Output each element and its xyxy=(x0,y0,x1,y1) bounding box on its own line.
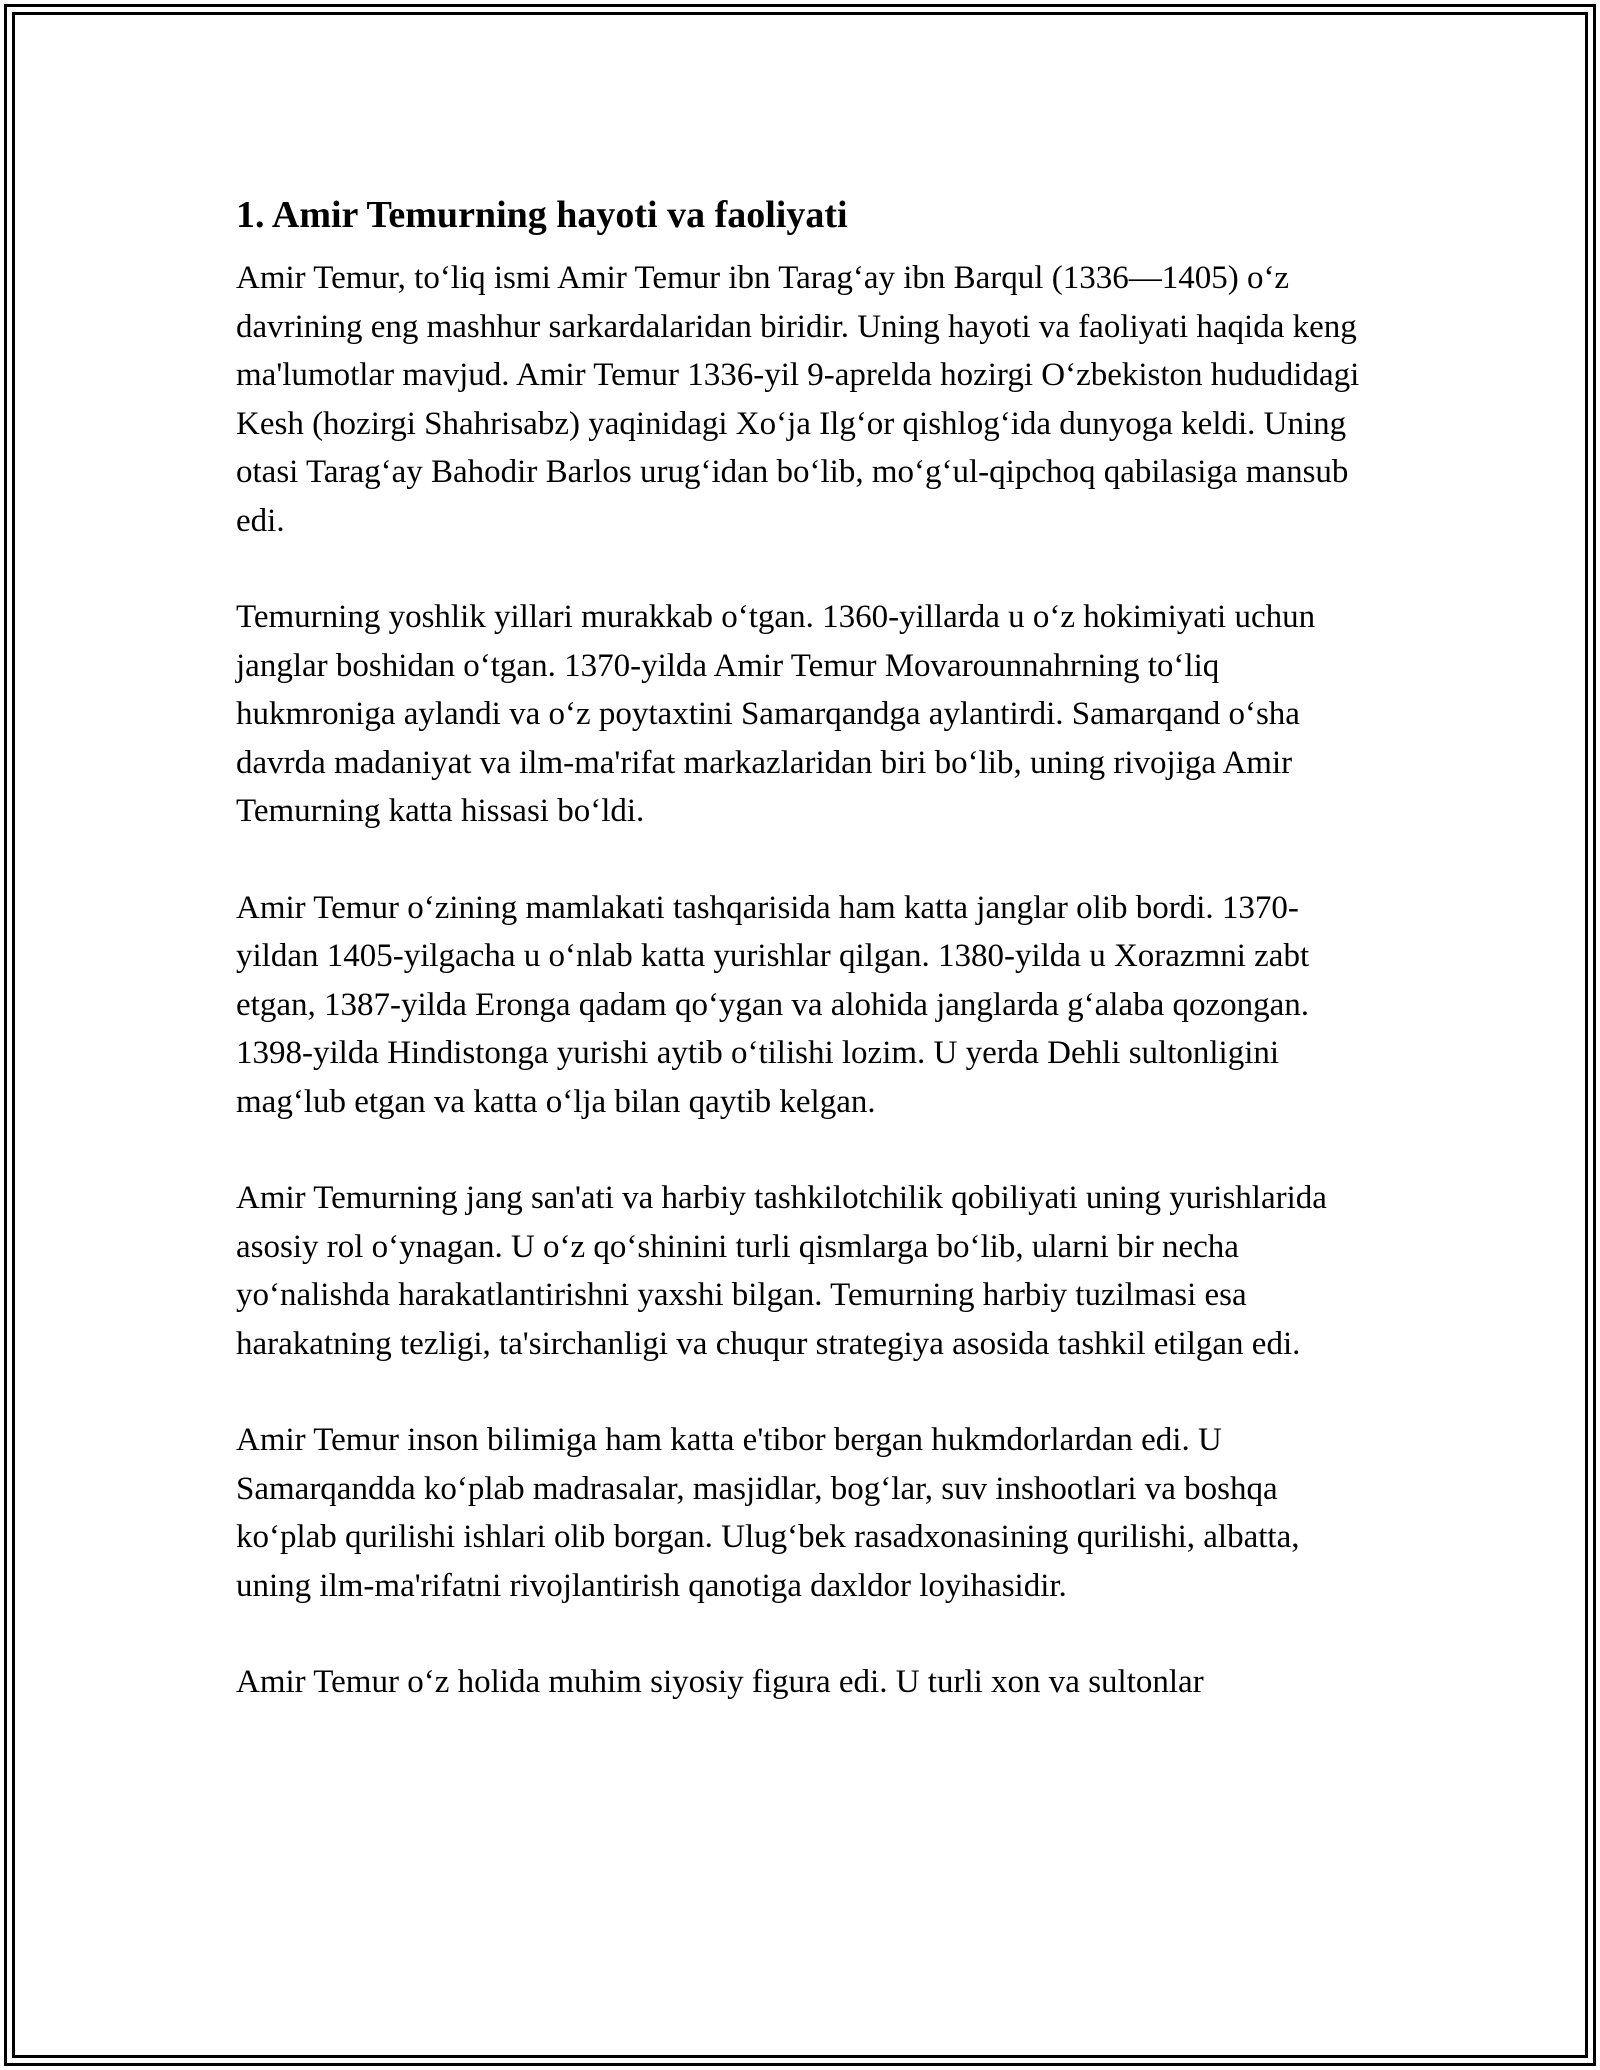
paragraph-campaigns: Amir Temur o‘zining mamlakati tashqarisida ham katta janglar olib bordi. 1370-yildan 1405-yilgacha u o‘nlab katta yurishlar qilgan. 1380-yilda u Xorazmni zabt etgan, 1387-yilda Eronga qadam qo‘ygan va alohida janglarda g‘alaba qozongan. 1398-yilda Hindistonga yurishi aytib o‘tilishi lozim. U yerda Dehli sultonligini mag‘lub etgan va katta o‘lja bilan qaytib kelgan. xyxy=(236,889,1310,1120)
document-body xyxy=(236,190,1366,1755)
paragraph-military-art: Amir Temurning jang san'ati va harbiy tashkilotchilik qobiliyati uning yurishlarida asosiy rol o‘ynagan. U o‘z qo‘shinini turli qismlarga bo‘lib, ularni bir necha yo‘nalishda harakatlantirishni yaxshi bilgan. Temurning harbiy tuzilmasi esa harakatning tezligi, ta'sirchanligi va chuqur strategiya asosida tashkil etilgan edi. xyxy=(236,1180,1327,1362)
section-heading: 1. Amir Temurning hayoti va faoliyati xyxy=(236,194,848,236)
paragraph-construction: Amir Temur inson bilimiga ham katta e'tibor bergan hukmdorlardan edi. U Samarqandda ko‘plab madrasalar, masjidlar, bog‘lar, suv inshootlari va boshqa ko‘plab qurilishi ishlari olib borgan. Ulug‘bek rasadxonasining qurilishi, albatta, uning ilm-ma'rifatni rivojlantirish qanotiga daxldor loyihasidir. xyxy=(236,1422,1300,1604)
paragraph-politics: Amir Temur o‘z holida muhim siyosiy figura edi. U turli xon va sultonlar xyxy=(236,1664,1204,1700)
paragraph-youth: Temurning yoshlik yillari murakkab o‘tgan. 1360-yillarda u o‘z hokimiyati uchun janglar boshidan o‘tgan. 1370-yilda Amir Temur Movarounnahrning to‘liq hukmroniga aylandi va o‘z poytaxtini Samarqandga aylantirdi. Samarqand o‘sha davrda madaniyat va ilm-ma'rifat markazlaridan biri bo‘lib, uning rivojiga Amir Temurning katta hissasi bo‘ldi. xyxy=(236,599,1316,829)
paragraph-birth: Amir Temur, to‘liq ismi Amir Temur ibn Tarag‘ay ibn Barqul (1336—1405) o‘z davrining eng mashhur sarkardalaridan biridir. Uning hayoti va faoliyati haqida keng ma'lumotlar mavjud. Amir Temur 1336-yil 9-aprelda hozirgi O‘zbekiston hududidagi Kesh (hozirgi Shahrisabz) yaqinidagi Xo‘ja Ilg‘or qishlog‘ida dunyoga keldi. Uning otasi Tarag‘ay Bahodir Barlos urug‘idan bo‘lib, mo‘g‘ul-qipchoq qabilasiga mansub edi. xyxy=(236,260,1360,539)
